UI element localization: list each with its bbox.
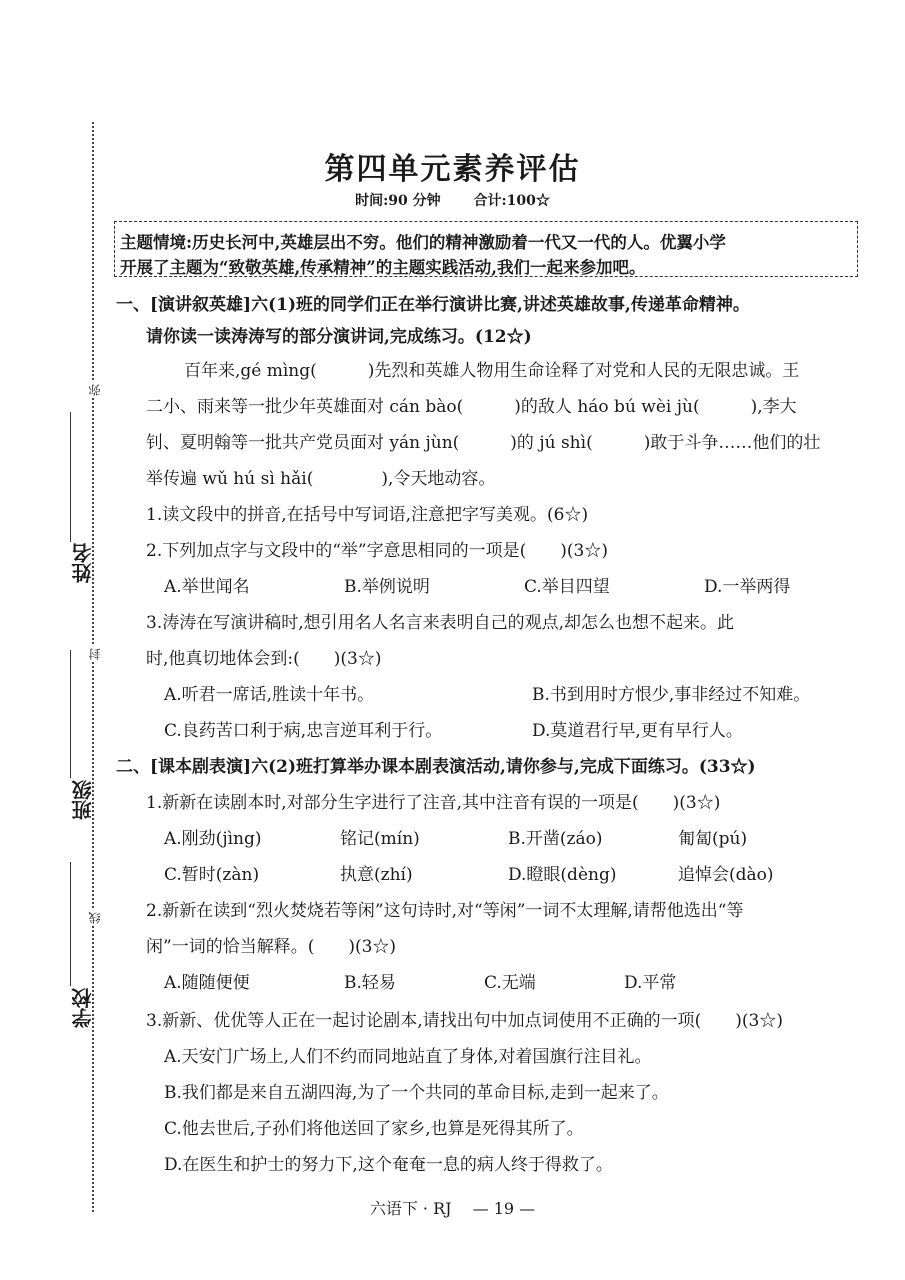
s1-q3-option-b[interactable]: B.书到用时方恨少,事非经过不知难。 bbox=[532, 685, 811, 705]
s2-q1-option-a2: 铭记(mín) bbox=[340, 829, 420, 849]
passage-line-2: 二小、雨来等一批少年英雄面对 cán bào( )的敌人 háo bú wèi jù( ),李大 bbox=[146, 397, 797, 417]
section1-heading-line1: 一、[演讲叙英雄]六(1)班的同学们正在举行演讲比赛,讲述英雄故事,传递革命精神。 bbox=[116, 295, 750, 315]
s2-q1-option-d[interactable]: D.瞪眼(dèng) bbox=[508, 865, 617, 885]
s2-q2-option-d[interactable]: D.平常 bbox=[624, 973, 677, 993]
time-limit: 时间:90 分钟 bbox=[355, 193, 441, 209]
section2-heading: 二、[课本剧表演]六(2)班打算举办课本剧表演活动,请你参与,完成下面练习。(33☆) bbox=[116, 757, 756, 777]
s1-q2-option-b[interactable]: B.举例说明 bbox=[344, 577, 430, 597]
s2-q2-option-a[interactable]: A.随随便便 bbox=[164, 973, 250, 993]
exam-meta bbox=[0, 190, 905, 210]
s2-q2-option-b[interactable]: B.轻易 bbox=[344, 973, 396, 993]
total-score: 合计:100☆ bbox=[473, 193, 550, 209]
s2-q1-option-a[interactable]: A.刚劲(jìng) bbox=[164, 829, 262, 849]
page-footer bbox=[0, 1196, 905, 1219]
s1-q3-option-d[interactable]: D.莫道君行早,更有早行人。 bbox=[532, 721, 743, 741]
s1-question-1: 1.读文段中的拼音,在括号中写词语,注意把字写美观。(6☆) bbox=[146, 505, 589, 525]
footer-label: 六语下 · RJ bbox=[369, 1199, 452, 1218]
binding-dotted-line bbox=[92, 122, 94, 1212]
page-title: 第四单元素养评估 bbox=[324, 152, 581, 187]
s2-q3-option-a[interactable]: A.天安门广场上,人们不约而同地站直了身体,对着国旗行注目礼。 bbox=[164, 1047, 652, 1067]
s1-question-2: 2.下列加点字与文段中的“举”字意思相同的一项是( )(3☆) bbox=[146, 541, 608, 561]
s2-q1-option-d2: 追悼会(dào) bbox=[678, 865, 774, 885]
s1-q3-option-c[interactable]: C.良药苦口利于病,忠言逆耳利于行。 bbox=[164, 721, 443, 741]
theme-line-1: 主题情境:历史长河中,英雄层出不穷。他们的精神激励着一代又一代的人。优翼小学 bbox=[120, 233, 726, 252]
name-label: 姓名 bbox=[71, 543, 95, 583]
s2-q1-option-c2: 执意(zhí) bbox=[340, 865, 413, 885]
passage-line-1: 百年来,gé mìng( )先烈和英雄人物用生命诠释了对党和人民的无限忠诚。王 bbox=[184, 361, 800, 381]
name-fill-line[interactable] bbox=[70, 412, 71, 542]
s1-question-3-line1: 3.涛涛在写演讲稿时,想引用名人名言来表明自己的观点,却怎么也想不起来。此 bbox=[146, 613, 735, 633]
cut-mark-mi: 弥 bbox=[88, 384, 102, 396]
school-label: 学校 bbox=[71, 988, 95, 1028]
s1-q3-option-a[interactable]: A.听君一席话,胜读十年书。 bbox=[164, 685, 375, 705]
passage-line-3: 钊、夏明翰等一批共产党员面对 yán jùn( )的 jú shì( )敢于斗争……他们的壮 bbox=[146, 433, 821, 453]
s2-question-2-line1: 2.新新在读到“烈火焚烧若等闲”这句诗时,对“等闲”一词不太理解,请帮他选出“等 bbox=[146, 901, 744, 921]
school-fill-line[interactable] bbox=[70, 862, 71, 986]
s2-question-2-line2: 闲”一词的恰当解释。( )(3☆) bbox=[146, 937, 397, 957]
s2-q1-option-b2: 匍匐(pú) bbox=[678, 829, 748, 849]
s2-q2-option-c[interactable]: C.无端 bbox=[484, 973, 536, 993]
cut-mark-xian: 线 bbox=[88, 912, 102, 924]
passage-line-4: 举传遍 wǔ hú sì hǎi( ),令天地动容。 bbox=[146, 469, 496, 489]
s2-question-1: 1.新新在读剧本时,对部分生字进行了注音,其中注音有误的一项是( )(3☆) bbox=[146, 793, 721, 813]
section1-heading-line2: 请你读一读涛涛写的部分演讲词,完成练习。(12☆) bbox=[146, 327, 532, 347]
s2-q3-option-b[interactable]: B.我们都是来自五湖四海,为了一个共同的革命目标,走到一起来了。 bbox=[164, 1083, 669, 1103]
class-label: 班级 bbox=[71, 780, 95, 820]
cut-mark-feng: 封 bbox=[88, 648, 102, 660]
class-fill-line[interactable] bbox=[70, 650, 71, 778]
s2-q1-option-b[interactable]: B.开凿(záo) bbox=[508, 829, 603, 849]
page-number: — 19 — bbox=[472, 1199, 536, 1218]
s1-q2-option-d[interactable]: D.一举两得 bbox=[704, 577, 791, 597]
s1-q2-option-c[interactable]: C.举目四望 bbox=[524, 577, 610, 597]
s2-q1-option-c[interactable]: C.暂时(zàn) bbox=[164, 865, 260, 885]
s2-question-3: 3.新新、优优等人正在一起讨论剧本,请找出句中加点词使用不正确的一项( )(3☆) bbox=[146, 1011, 783, 1031]
s1-question-3-line2: 时,他真切地体会到:( )(3☆) bbox=[146, 649, 382, 669]
s2-q3-option-c[interactable]: C.他去世后,子孙们将他送回了家乡,也算是死得其所了。 bbox=[164, 1119, 584, 1139]
s1-q2-option-a[interactable]: A.举世闻名 bbox=[164, 577, 250, 597]
theme-line-2: 开展了主题为“致敬英雄,传承精神”的主题实践活动,我们一起来参加吧。 bbox=[120, 258, 646, 277]
s2-q3-option-d[interactable]: D.在医生和护士的努力下,这个奄奄一息的病人终于得救了。 bbox=[164, 1155, 613, 1175]
